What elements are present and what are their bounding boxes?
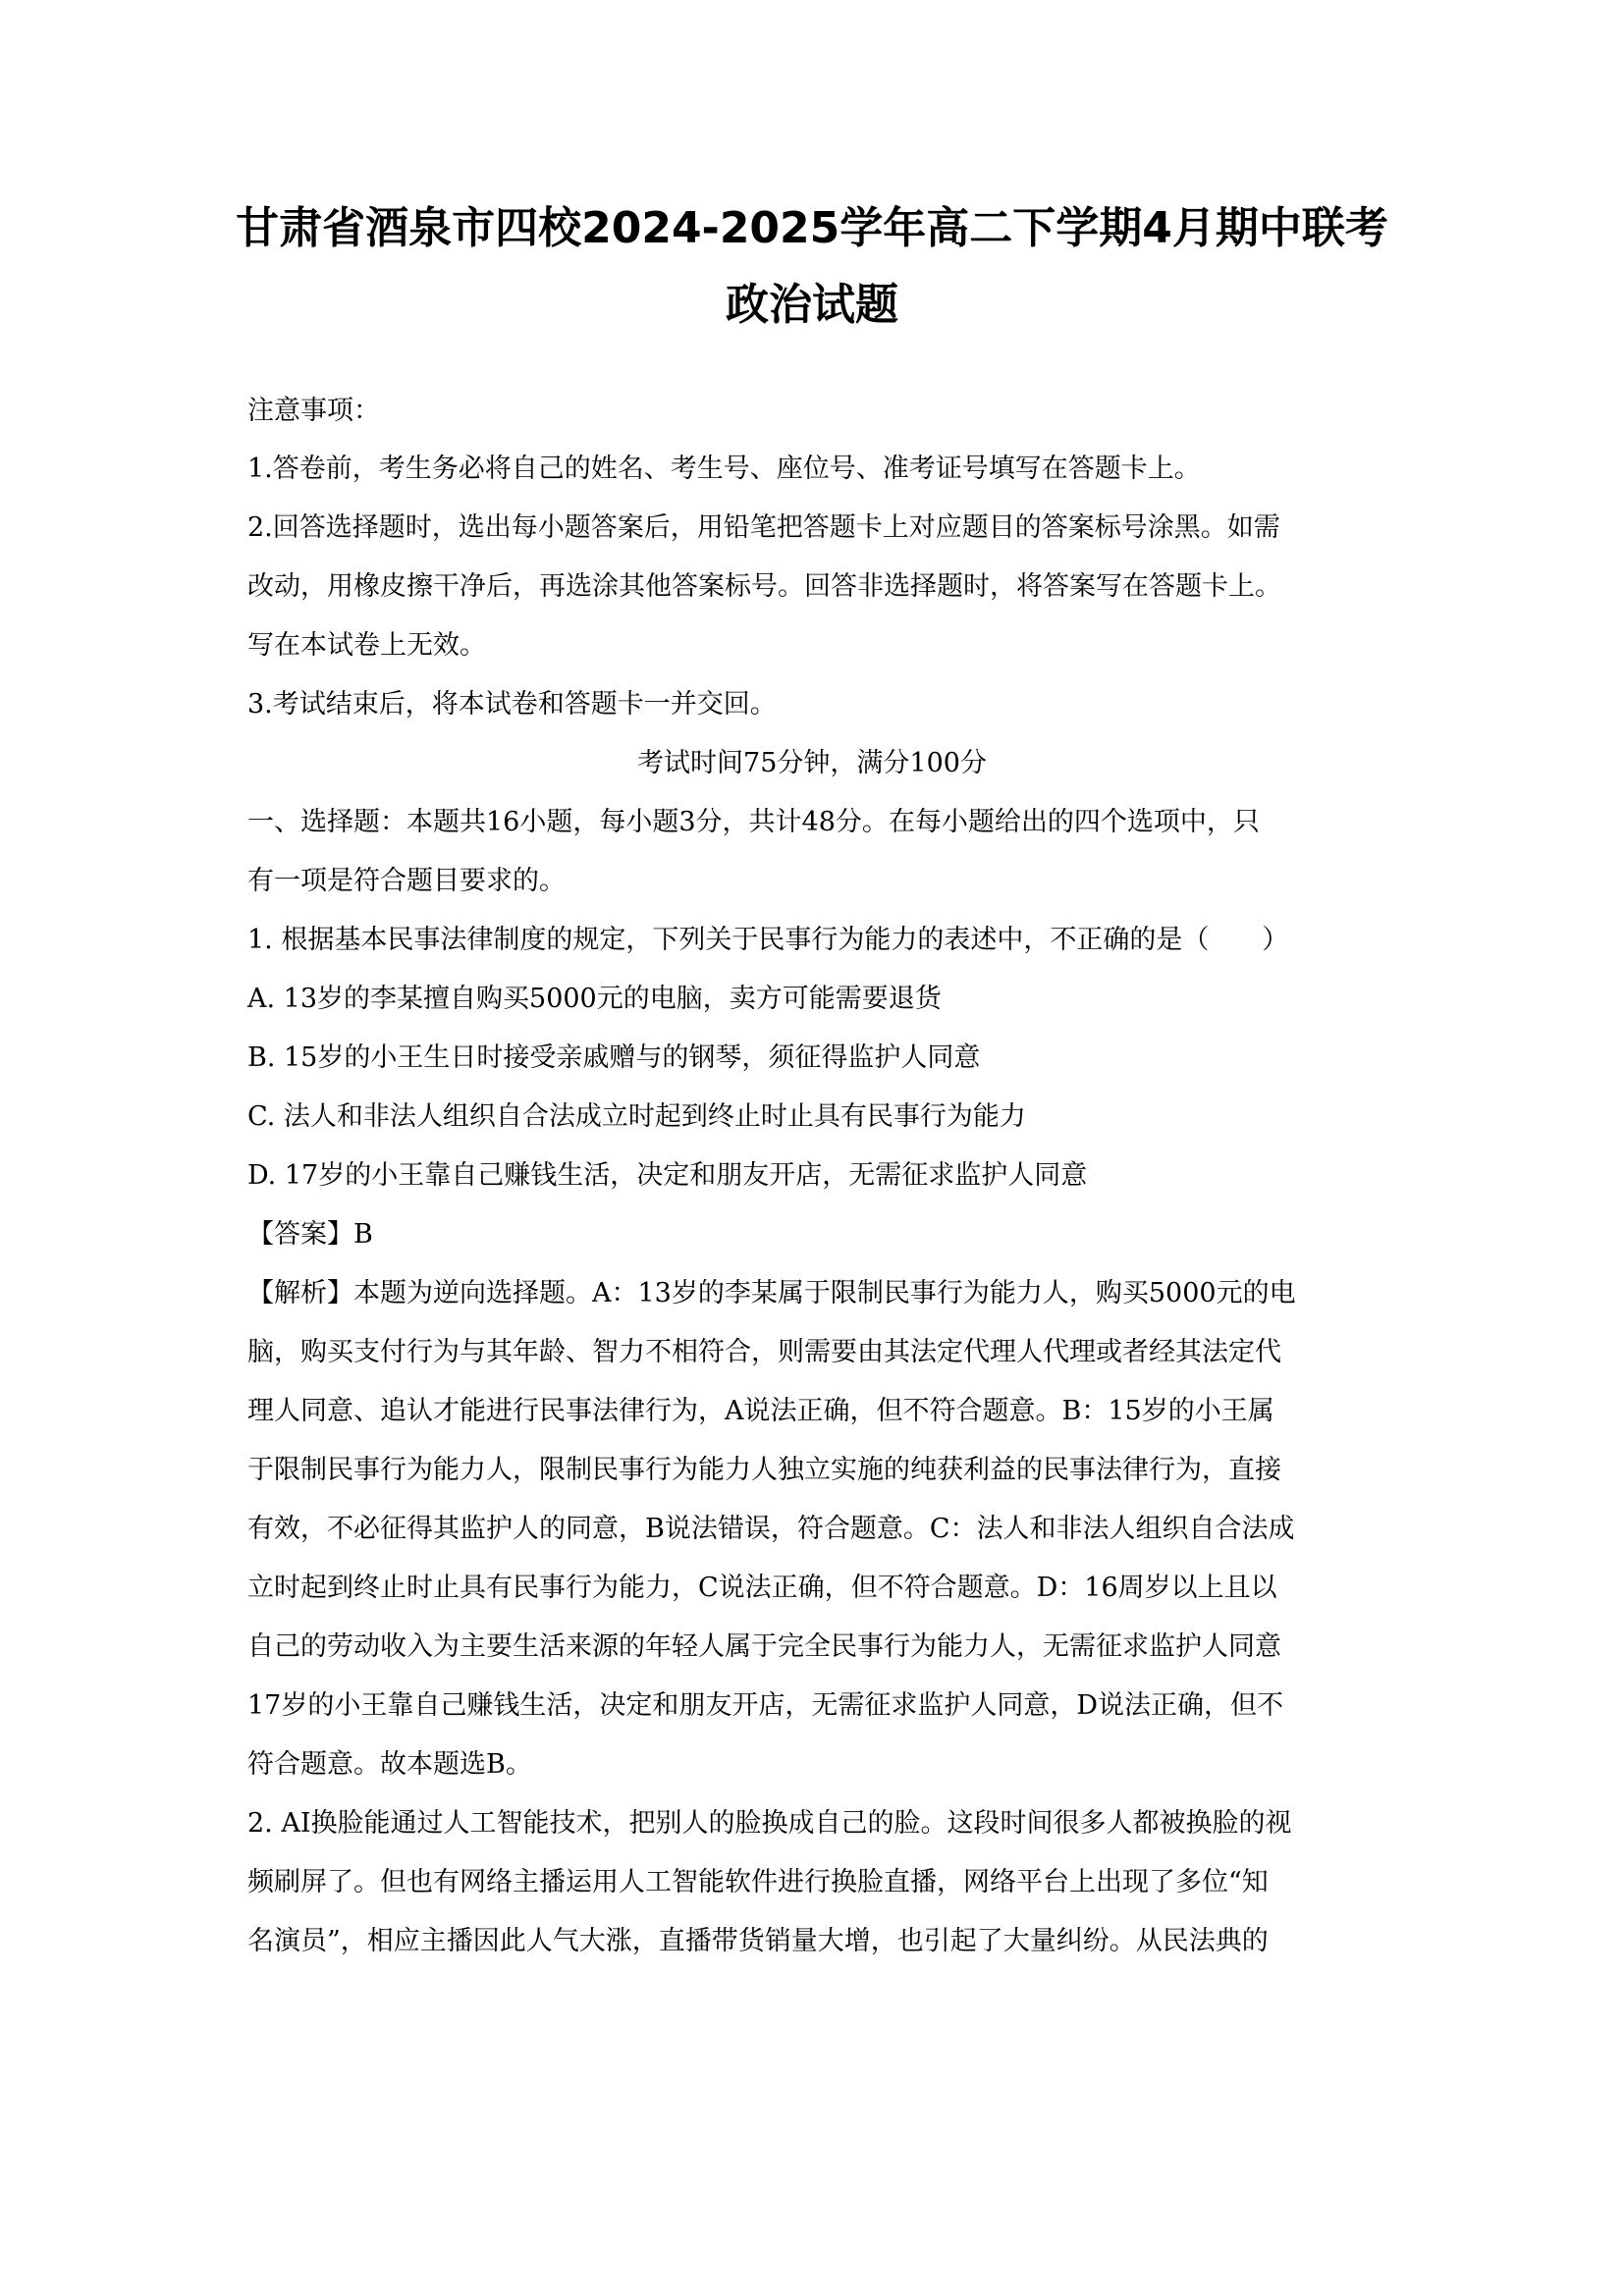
notice-line: 2.回答选择题时，选出每小题答案后，用铅笔把答题卡上对应题目的答案标号涂黑。如需 bbox=[247, 512, 1280, 543]
question-2-stem-line: 2. AI换脸能通过人工智能技术，把别人的脸换成自己的脸。这段时间很多人都被换脸的视 bbox=[247, 1808, 1292, 1839]
question-1-analysis-line: 理人同意、追认才能进行民事法律行为，A说法正确，但不符合题意。B：15岁的小王属 bbox=[247, 1396, 1274, 1426]
section-heading: 一、选择题：本题共16小题，每小题3分，共计48分。在每小题给出的四个选项中，只 bbox=[247, 807, 1260, 837]
notice-heading: 注意事项： bbox=[247, 396, 380, 426]
question-1-stem: 1. 根据基本民事法律制度的规定，下列关于民事行为能力的表述中，不正确的是（ ） bbox=[247, 925, 1289, 955]
question-1-analysis-line: 17岁的小王靠自己赚钱生活，决定和朋友开店，无需征求监护人同意，D说法正确，但不 bbox=[247, 1690, 1284, 1721]
question-2-stem-line: 频刷屏了。但也有网络主播运用人工智能软件进行换脸直播，网络平台上出现了多位“知 bbox=[247, 1867, 1269, 1897]
question-2-stem-line: 名演员”，相应主播因此人气大涨，直播带货销量大增，也引起了大量纠纷。从民法典的 bbox=[247, 1926, 1269, 1956]
notice-line: 3.考试结束后，将本试卷和答题卡一并交回。 bbox=[247, 689, 777, 720]
section-heading: 有一项是符合题目要求的。 bbox=[247, 866, 566, 896]
question-1-option-d: D. 17岁的小王靠自己赚钱生活，决定和朋友开店，无需征求监护人同意 bbox=[247, 1160, 1088, 1191]
question-1-analysis-line: 有效，不必征得其监护人的同意，B说法错误，符合题意。C：法人和非法人组织自合法成 bbox=[247, 1514, 1295, 1544]
exam-title: 甘肃省酒泉市四校2024-2025学年高二下学期4月期中联考 bbox=[236, 203, 1388, 253]
question-1-option-a: A. 13岁的李某擅自购买5000元的电脑，卖方可能需要退货 bbox=[247, 984, 942, 1014]
exam-subject-title: 政治试题 bbox=[726, 280, 898, 330]
question-1-answer: 【答案】B bbox=[247, 1219, 373, 1250]
question-1-analysis-line: 【解析】本题为逆向选择题。A：13岁的李某属于限制民事行为能力人，购买5000元的电 bbox=[247, 1278, 1296, 1308]
question-1-analysis-line: 脑，购买支付行为与其年龄、智力不相符合，则需要由其法定代理人代理或者经其法定代 bbox=[247, 1337, 1281, 1367]
question-1-analysis-line: 符合题意。故本题选B。 bbox=[247, 1749, 532, 1780]
notice-line: 改动，用橡皮擦干净后，再选涂其他答案标号。回答非选择题时，将答案写在答题卡上。 bbox=[247, 571, 1281, 602]
notice-line: 1.答卷前，考生务必将自己的姓名、考生号、座位号、准考证号填写在答题卡上。 bbox=[247, 454, 1201, 484]
question-1-analysis-line: 于限制民事行为能力人，限制民事行为能力人独立实施的纯获利益的民事法律行为，直接 bbox=[247, 1455, 1281, 1485]
question-1-option-c: C. 法人和非法人组织自合法成立时起到终止时止具有民事行为能力 bbox=[247, 1101, 1026, 1132]
question-1-analysis-line: 自己的劳动收入为主要生活来源的年轻人属于完全民事行为能力人，无需征求监护人同意 bbox=[247, 1631, 1281, 1662]
question-1-analysis-line: 立时起到终止时止具有民事行为能力，C说法正确，但不符合题意。D：16周岁以上且以 bbox=[247, 1573, 1277, 1603]
notice-line: 写在本试卷上无效。 bbox=[247, 630, 486, 661]
exam-info: 考试时间75分钟，满分100分 bbox=[637, 748, 987, 778]
question-1-option-b: B. 15岁的小王生日时接受亲戚赠与的钢琴，须征得监护人同意 bbox=[247, 1042, 981, 1073]
